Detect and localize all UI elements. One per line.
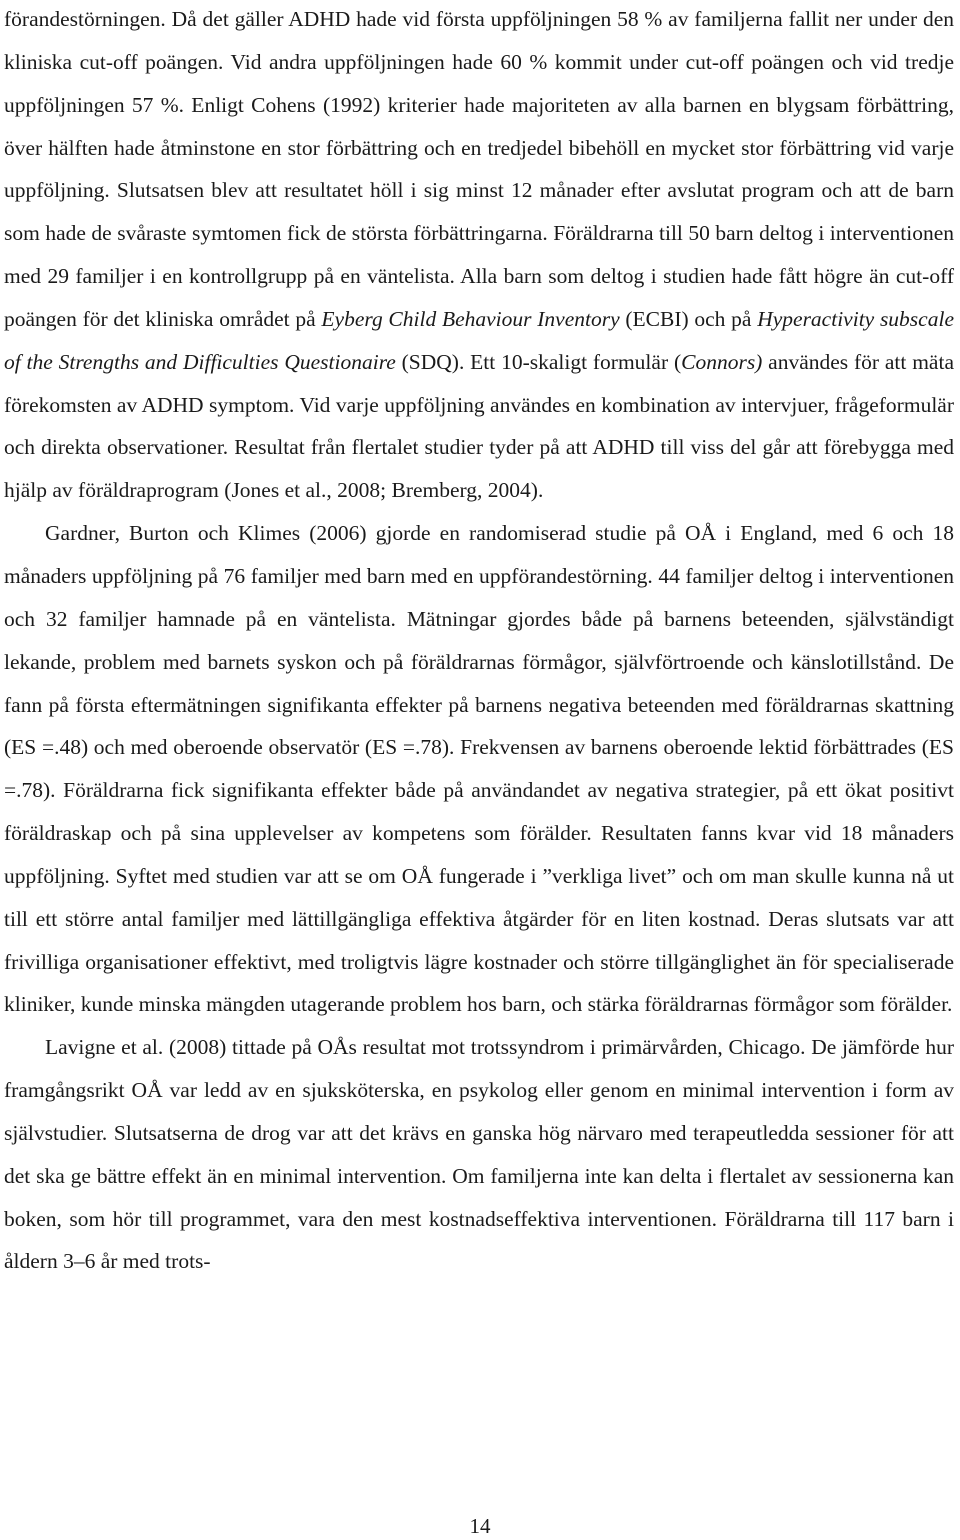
paragraph-1-text-4: användes för att mäta förekomsten av ADHD symptom. Vid varje uppföljning användes en kombination av intervjuer, frågeformulär och direkta observationer. Resultat från flertalet studier tyder på att ADHD till viss del går att förebygga med hjälp av föräldraprogram (Jones et al., 2008; Bremberg, 2004). xyxy=(4,349,954,503)
body-paragraph-3 xyxy=(4,1026,954,1283)
paragraph-1-text-3: (SDQ). Ett 10-skaligt formulär ( xyxy=(395,349,682,374)
body-paragraph-1 xyxy=(4,0,954,512)
paragraph-1-text-1: förandestörningen. Då det gäller ADHD hade vid första uppföljningen 58 % av familjerna fallit ner under den kliniska cut-off poängen. Vid andra uppföljningen hade 60 % kommit under cut-off poängen och vid tredje uppföljningen 57 %. Enligt Cohens (1992) kriterier hade majoriteten av alla barnen en blygsam förbättring, över hälften hade åtminstone en stor förbättring och en tredjedel bibehöll en mycket stor förbättring vid varje uppföljning. Slutsatsen blev att resultatet höll i sig minst 12 månader efter avslutat program och att de barn som hade de svåraste symtomen fick de största förbättringarna. Föräldrarna till 50 barn deltog i interventionen med 29 familjer i en kontrollgrupp på en väntelista. Alla barn som deltog i studien hade fått högre än cut-off poängen för det kliniska området på xyxy=(4,7,954,331)
paragraph-1-italic-ecbi: Eyberg Child Behaviour Inventory xyxy=(321,306,620,331)
paragraph-3-text: Lavigne et al. (2008) tittade på OÅs resultat mot trotssyndrom i primärvården, Chicago. De jämförde hur framgångsrikt OÅ var ledd av en sjuksköterska, en psykolog eller genom en minimal intervention i form av självstudier. Slutsatserna de drog var att det krävs en ganska hög närvaro med terapeutledda sessioner för att det ska ge bättre effekt än en minimal intervention. Om familjerna inte kan delta i flertalet av sessionerna kan boken, som hör till programmet, vara den mest kostnadseffektiva interventionen. Föräldrarna till 117 barn i åldern 3–6 år med trots- xyxy=(4,1035,954,1274)
paragraph-1-italic-sdq: Hyperactivity subscale of the Strengths and Difficulties Questionaire xyxy=(4,306,954,374)
document-page xyxy=(4,0,954,1283)
paragraph-1-italic-connors: Connors) xyxy=(681,349,763,374)
paragraph-1-text-2: (ECBI) och på xyxy=(619,306,758,331)
page-number: 14 xyxy=(469,1514,491,1538)
body-paragraph-2 xyxy=(4,512,954,1026)
paragraph-2-text: Gardner, Burton och Klimes (2006) gjorde en randomiserad studie på OÅ i England, med 6 och 18 månaders uppföljning på 76 familjer med barn med en uppförandestörning. 44 familjer deltog i interventionen och 32 familjer hamnade på en väntelista. Mätningar gjordes både på barnens beteenden, självständigt lekande, problem med barnets syskon och på föräldrarnas förmågor, självförtroende och känslotillstånd. De fann på första eftermätningen signifikanta effekter på barnens negativa beteenden med föräldrarnas skattning (ES =.48) och med oberoende observatör (ES =.78). Frekvensen av barnens oberoende lektid förbättrades (ES =.78). Föräldrarna fick signifikanta effekter både på användandet av negativa strategier, på ett ökat positivt föräldraskap och på sina upplevelser av kompetens som förälder. Resultaten fanns kvar vid 18 månaders uppföljning. Syftet med studien var att se om OÅ fungerade i ”verkliga livet” och om man skulle kunna nå ut till ett större antal familjer med lättillgängliga effektiva åtgärder för en liten kostnad. Deras slutsats var att frivilliga organisationer effektivt, med troligtvis lägre kostnader och större tillgänglighet än för specialiserade kliniker, kunde minska mängden utagerande problem hos barn, och stärka föräldrarnas förmågor som förälder. xyxy=(4,521,954,1017)
